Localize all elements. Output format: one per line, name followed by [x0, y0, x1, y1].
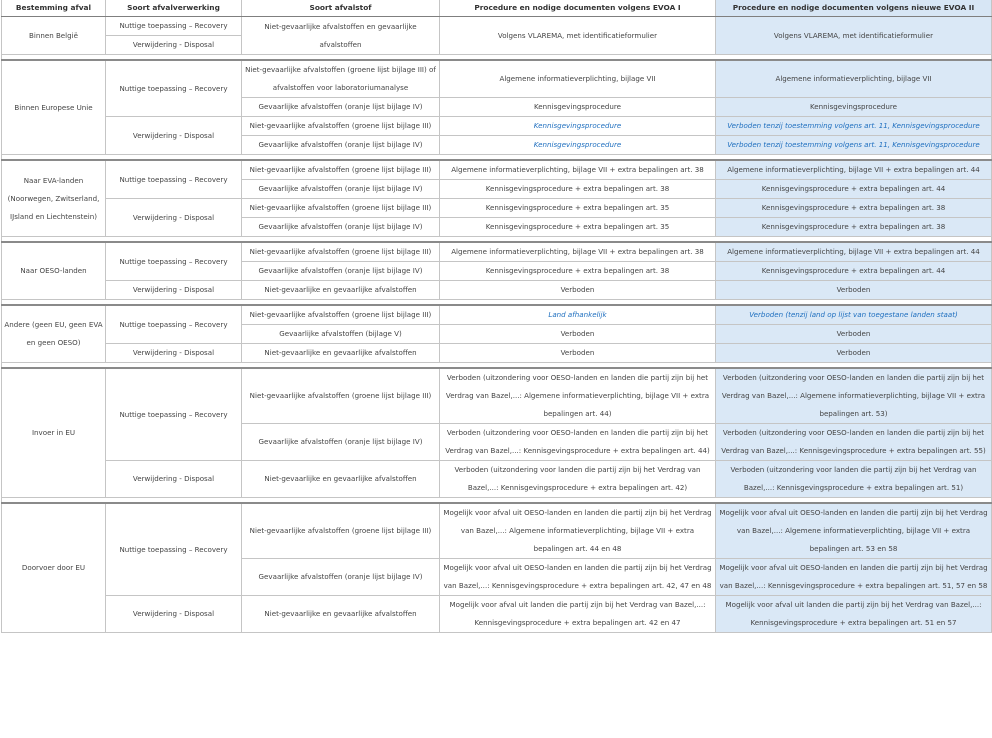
processing-cell: Verwijdering - Disposal	[106, 596, 242, 633]
evoa2-cell: Kennisgevingsprocedure + extra bepalingen art. 38	[716, 199, 992, 218]
header-destination: Bestemming afval	[2, 0, 106, 17]
table-row	[2, 344, 992, 363]
evoa2-cell: Kennisgevingsprocedure + extra bepalingen art. 44	[716, 262, 992, 281]
evoa1-cell: Verboden	[440, 325, 716, 344]
destination-cell: Naar EVA-landen (Noorwegen, Zwitserland, IJsland en Liechtenstein)	[2, 160, 106, 237]
evoa1-cell: Kennisgevingsprocedure	[440, 98, 716, 117]
evoa2-cell: Kennisgevingsprocedure + extra bepalingen art. 38	[716, 218, 992, 237]
table-row	[2, 117, 992, 136]
waste-cell: Niet-gevaarlijke afvalstoffen (groene lijst bijlage III) of afvalstoffen voor laboratoriumanalyse	[242, 60, 440, 98]
header-row	[2, 0, 992, 17]
evoa2-cell: Mogelijk voor afval uit OESO-landen en landen die partij zijn bij het Verdrag van Bazel,...: Algemene informatieverplichting, bijlage VII + extra bepalingen art. 53 en 58	[716, 503, 992, 559]
processing-cell: Nuttige toepassing – Recovery	[106, 60, 242, 117]
evoa1-cell: Verboden	[440, 281, 716, 300]
table-row	[2, 368, 992, 424]
evoa2-cell: Mogelijk voor afval uit landen die partij zijn bij het Verdrag van Bazel,...: Kennisgevingsprocedure + extra bepalingen art. 51 en 57	[716, 596, 992, 633]
evoa2-cell: Kennisgevingsprocedure	[716, 98, 992, 117]
waste-cell: Gevaarlijke afvalstoffen (bijlage V)	[242, 325, 440, 344]
processing-cell: Nuttige toepassing – Recovery	[106, 242, 242, 281]
processing-cell: Verwijdering - Disposal	[106, 461, 242, 498]
evoa2-cell: Mogelijk voor afval uit OESO-landen en landen die partij zijn bij het Verdrag van Bazel,...: Kennisgevingsprocedure + extra bepalingen art. 51, 57 en 58	[716, 559, 992, 596]
evoa1-cell: Algemene informatieverplichting, bijlage VII	[440, 60, 716, 98]
evoa2-cell: Verboden	[716, 281, 992, 300]
evoa1-cell: Mogelijk voor afval uit OESO-landen en landen die partij zijn bij het Verdrag van Bazel,...: Algemene informatieverplichting, bijlage VII + extra bepalingen art. 44 en 48	[440, 503, 716, 559]
evoa1-cell: Verboden (uitzondering voor OESO-landen en landen die partij zijn bij het Verdrag van Bazel,...: Algemene informatieverplichting, bijlage VII + extra bepalingen art. 44)	[440, 368, 716, 424]
evoa1-cell: Mogelijk voor afval uit landen die partij zijn bij het Verdrag van Bazel,...: Kennisgevingsprocedure + extra bepalingen art. 42 en 47	[440, 596, 716, 633]
waste-cell: Gevaarlijke afvalstoffen (oranje lijst bijlage IV)	[242, 559, 440, 596]
table-row	[2, 281, 992, 300]
waste-cell: Niet-gevaarlijke en gevaarlijke afvalstoffen	[242, 281, 440, 300]
waste-cell: Niet-gevaarlijke afvalstoffen (groene lijst bijlage III)	[242, 199, 440, 218]
evoa1-cell: Mogelijk voor afval uit OESO-landen en landen die partij zijn bij het Verdrag van Bazel,...: Kennisgevingsprocedure + extra bepalingen art. 42, 47 en 48	[440, 559, 716, 596]
evoa2-cell: Volgens VLAREMA, met identificatieformulier	[716, 17, 992, 55]
evoa1-cell: Volgens VLAREMA, met identificatieformulier	[440, 17, 716, 55]
waste-cell: Gevaarlijke afvalstoffen (oranje lijst bijlage IV)	[242, 262, 440, 281]
header-waste-type: Soort afvalstof	[242, 0, 440, 17]
processing-cell: Nuttige toepassing – Recovery	[106, 368, 242, 461]
waste-cell: Niet-gevaarlijke en gevaarlijke afvalstoffen	[242, 344, 440, 363]
waste-cell: Gevaarlijke afvalstoffen (oranje lijst bijlage IV)	[242, 180, 440, 199]
waste-cell: Niet-gevaarlijke afvalstoffen (groene lijst bijlage III)	[242, 368, 440, 424]
table-row	[2, 305, 992, 325]
evoa2-cell: Kennisgevingsprocedure + extra bepalingen art. 44	[716, 180, 992, 199]
waste-cell: Niet-gevaarlijke afvalstoffen (groene lijst bijlage III)	[242, 242, 440, 262]
evoa1-cell: Kennisgevingsprocedure + extra bepalingen art. 38	[440, 262, 716, 281]
destination-cell: Doorvoer door EU	[2, 503, 106, 633]
waste-cell: Gevaarlijke afvalstoffen (oranje lijst bijlage IV)	[242, 218, 440, 237]
evoa1-cell: Kennisgevingsprocedure	[440, 136, 716, 155]
destination-cell: Naar OESO-landen	[2, 242, 106, 300]
evoa2-cell: Verboden (uitzondering voor OESO-landen en landen die partij zijn bij het Verdrag van Bazel,...: Algemene informatieverplichting, bijlage VII + extra bepalingen art. 53)	[716, 368, 992, 424]
processing-cell: Nuttige toepassing – Recovery	[106, 305, 242, 344]
waste-cell: Niet-gevaarlijke afvalstoffen (groene lijst bijlage III)	[242, 305, 440, 325]
waste-cell: Niet-gevaarlijke afvalstoffen (groene lijst bijlage III)	[242, 160, 440, 180]
processing-cell: Verwijdering - Disposal	[106, 344, 242, 363]
evoa2-cell: Algemene informatieverplichting, bijlage VII	[716, 60, 992, 98]
evoa2-cell: Algemene informatieverplichting, bijlage VII + extra bepalingen art. 44	[716, 160, 992, 180]
evoa1-cell: Kennisgevingsprocedure + extra bepalingen art. 38	[440, 180, 716, 199]
evoa1-cell: Verboden (uitzondering voor landen die partij zijn bij het Verdrag van Bazel,...: Kennisgevingsprocedure + extra bepalingen art. 42)	[440, 461, 716, 498]
evoa2-cell: Verboden (uitzondering voor landen die partij zijn bij het Verdrag van Bazel,...: Kennisgevingsprocedure + extra bepalingen art. 51)	[716, 461, 992, 498]
table-row	[2, 596, 992, 633]
evoa1-cell: Verboden (uitzondering voor OESO-landen en landen die partij zijn bij het Verdrag van Bazel,...: Kennisgevingsprocedure + extra bepalingen art. 44)	[440, 424, 716, 461]
evoa2-cell: Algemene informatieverplichting, bijlage VII + extra bepalingen art. 44	[716, 242, 992, 262]
evoa2-cell: Verboden	[716, 344, 992, 363]
processing-cell: Nuttige toepassing – Recovery	[106, 160, 242, 199]
header-processing-type: Soort afvalverwerking	[106, 0, 242, 17]
table-row	[2, 17, 992, 36]
evoa2-cell: Verboden tenzij toestemming volgens art. 11, Kennisgevingsprocedure	[716, 117, 992, 136]
processing-cell: Verwijdering - Disposal	[106, 117, 242, 155]
waste-cell: Niet-gevaarlijke afvalstoffen en gevaarlijke afvalstoffen	[242, 17, 440, 55]
evoa-comparison-table	[1, 0, 992, 633]
evoa1-cell: Kennisgevingsprocedure + extra bepalingen art. 35	[440, 199, 716, 218]
processing-cell: Verwijdering - Disposal	[106, 281, 242, 300]
header-evoa2-procedure: Procedure en nodige documenten volgens nieuwe EVOA II	[716, 0, 992, 17]
waste-cell: Niet-gevaarlijke afvalstoffen (groene lijst bijlage III)	[242, 503, 440, 559]
destination-cell: Binnen België	[2, 17, 106, 55]
destination-cell: Binnen Europese Unie	[2, 60, 106, 155]
evoa2-cell: Verboden (tenzij land op lijst van toegestane landen staat)	[716, 305, 992, 325]
table-row	[2, 199, 992, 218]
waste-cell: Gevaarlijke afvalstoffen (oranje lijst bijlage IV)	[242, 424, 440, 461]
waste-cell: Gevaarlijke afvalstoffen (oranje lijst bijlage IV)	[242, 98, 440, 117]
evoa2-cell: Verboden tenzij toestemming volgens art. 11, Kennisgevingsprocedure	[716, 136, 992, 155]
header-evoa1-procedure: Procedure en nodige documenten volgens EVOA I	[440, 0, 716, 17]
table-row	[2, 461, 992, 498]
waste-cell: Niet-gevaarlijke en gevaarlijke afvalstoffen	[242, 461, 440, 498]
waste-cell: Gevaarlijke afvalstoffen (oranje lijst bijlage IV)	[242, 136, 440, 155]
processing-cell: Verwijdering - Disposal	[106, 36, 242, 55]
evoa1-cell: Algemene informatieverplichting, bijlage VII + extra bepalingen art. 38	[440, 242, 716, 262]
evoa1-cell: Kennisgevingsprocedure	[440, 117, 716, 136]
evoa1-cell: Kennisgevingsprocedure + extra bepalingen art. 35	[440, 218, 716, 237]
waste-cell: Niet-gevaarlijke en gevaarlijke afvalstoffen	[242, 596, 440, 633]
evoa1-cell: Land afhankelijk	[440, 305, 716, 325]
table-row	[2, 160, 992, 180]
destination-cell: Invoer in EU	[2, 368, 106, 498]
evoa2-cell: Verboden	[716, 325, 992, 344]
waste-cell: Niet-gevaarlijke afvalstoffen (groene lijst bijlage III)	[242, 117, 440, 136]
processing-cell: Verwijdering - Disposal	[106, 199, 242, 237]
processing-cell: Nuttige toepassing – Recovery	[106, 503, 242, 596]
destination-cell: Andere (geen EU, geen EVA en geen OESO)	[2, 305, 106, 363]
table-row	[2, 242, 992, 262]
evoa1-cell: Algemene informatieverplichting, bijlage VII + extra bepalingen art. 38	[440, 160, 716, 180]
table-row	[2, 503, 992, 559]
processing-cell: Nuttige toepassing – Recovery	[106, 17, 242, 36]
evoa1-cell: Verboden	[440, 344, 716, 363]
evoa2-cell: Verboden (uitzondering voor OESO-landen en landen die partij zijn bij het Verdrag van Bazel,...: Kennisgevingsprocedure + extra bepalingen art. 55)	[716, 424, 992, 461]
table-row	[2, 60, 992, 98]
